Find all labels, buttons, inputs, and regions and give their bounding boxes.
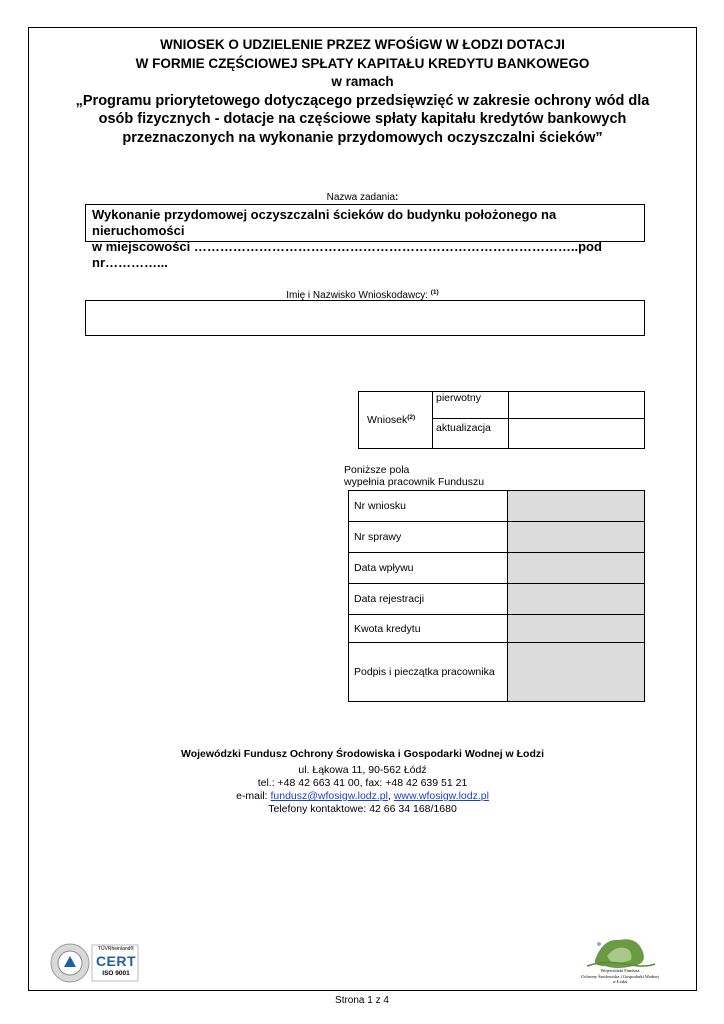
row-label-application-number: Nr wniosku — [349, 491, 508, 522]
row-label-registration-date: Data rejestracji — [349, 584, 508, 615]
option-update-field[interactable] — [509, 419, 645, 449]
task-line-1: Wykonanie przydomowej oczyszczalni ścieków do budynku położonego na nieruchomości — [92, 207, 557, 238]
wfosigw-logo — [555, 930, 685, 988]
title-line-2: W FORMIE CZĘŚCIOWEJ SPŁATY KAPITAŁU KREDYTU BANKOWEGO — [135, 55, 590, 71]
registration-date-field[interactable] — [508, 584, 645, 615]
application-type-label: Wniosek$^{(2)}$ — [359, 392, 433, 449]
applicant-name-field[interactable] — [85, 300, 645, 336]
option-original-label: pierwotny — [433, 392, 509, 419]
form-title — [40, 36, 685, 147]
website-link[interactable]: www.wfosigw.lodz.pl — [393, 790, 489, 802]
task-name-label: Nazwa zadania: — [326, 192, 399, 203]
task-line-2: w miejscowości ……………………………………………………………………………..pod nr…………... — [92, 239, 602, 270]
email-link[interactable]: fundusz@wfosigw.lodz.pl — [270, 790, 388, 802]
row-label-signature: Podpis i pieczątka pracownika — [349, 643, 508, 702]
wfosigw-logo-text: Wojewódzki Fundusz Ochrony Środowiska i Gospodarki Wodnej w Łodzi — [581, 968, 659, 984]
title-line-6: przeznaczonych na wykonanie przydomowych oczyszczalni ścieków” — [122, 129, 603, 146]
signature-field[interactable] — [508, 643, 645, 702]
footer-phone: tel.: +48 42 663 41 00, fax: +48 42 639 51 21 — [257, 777, 468, 789]
title-line-1: WNIOSEK O UDZIELENIE PRZEZ WFOŚiGW W ŁODZI DOTACJI — [160, 37, 565, 52]
task-name-field[interactable] — [85, 204, 645, 270]
footnote-ref-1: (1) — [430, 289, 439, 296]
cert-top-text: TÜVRheinland® — [97, 946, 135, 952]
title-line-5: osób fizycznych - dotacje na częściowe spłaty kapitału kredytów bankowych — [98, 111, 627, 127]
receipt-date-field[interactable] — [508, 553, 645, 584]
loan-amount-field[interactable] — [508, 615, 645, 643]
footer-org-name: Wojewódzki Fundusz Ochrony Środowiska i Gospodarki Wodnej w Łodzi — [180, 748, 545, 760]
page-number: Strona 1 z 4 — [335, 995, 389, 1006]
fund-staff-note: Poniższe pola wypełnia pracownik Funduszu — [344, 464, 485, 488]
application-number-field[interactable] — [508, 491, 645, 522]
footer-contact-phones: Telefony kontaktowe: 42 66 34 168/1680 — [268, 803, 457, 815]
footer-links: e-mail: fundusz@wfosigw.lodz.pl, www.wfosigw.lodz.pl — [236, 790, 489, 802]
row-label-case-number: Nr sprawy — [349, 522, 508, 553]
option-original-field[interactable] — [509, 392, 645, 419]
title-line-4: „Programu priorytetowego dotyczącego przedsięwzięć w zakresie ochrony wód dla — [75, 92, 650, 109]
tree-logo-icon — [555, 930, 685, 970]
row-label-loan-amount: Kwota kredytu — [349, 615, 508, 643]
tuv-cert-logo — [50, 943, 140, 983]
footnote-ref-2: (2) — [407, 414, 416, 421]
title-line-3: w ramach — [331, 74, 394, 89]
cert-main-text: CERT — [95, 953, 137, 969]
fund-staff-table — [348, 490, 645, 702]
applicant-name-label: Imię i Nazwisko Wnioskodawcy: $^{(1)}$ — [286, 289, 439, 301]
option-update-label: aktualizacja — [433, 419, 509, 449]
application-type-table — [358, 391, 645, 449]
case-number-field[interactable] — [508, 522, 645, 553]
row-label-receipt-date: Data wpływu — [349, 553, 508, 584]
footer-contact — [40, 748, 685, 816]
cert-iso-text: ISO 9001 — [102, 970, 130, 977]
footer-address: ul. Łąkowa 11, 90-562 Łódź — [298, 764, 427, 776]
